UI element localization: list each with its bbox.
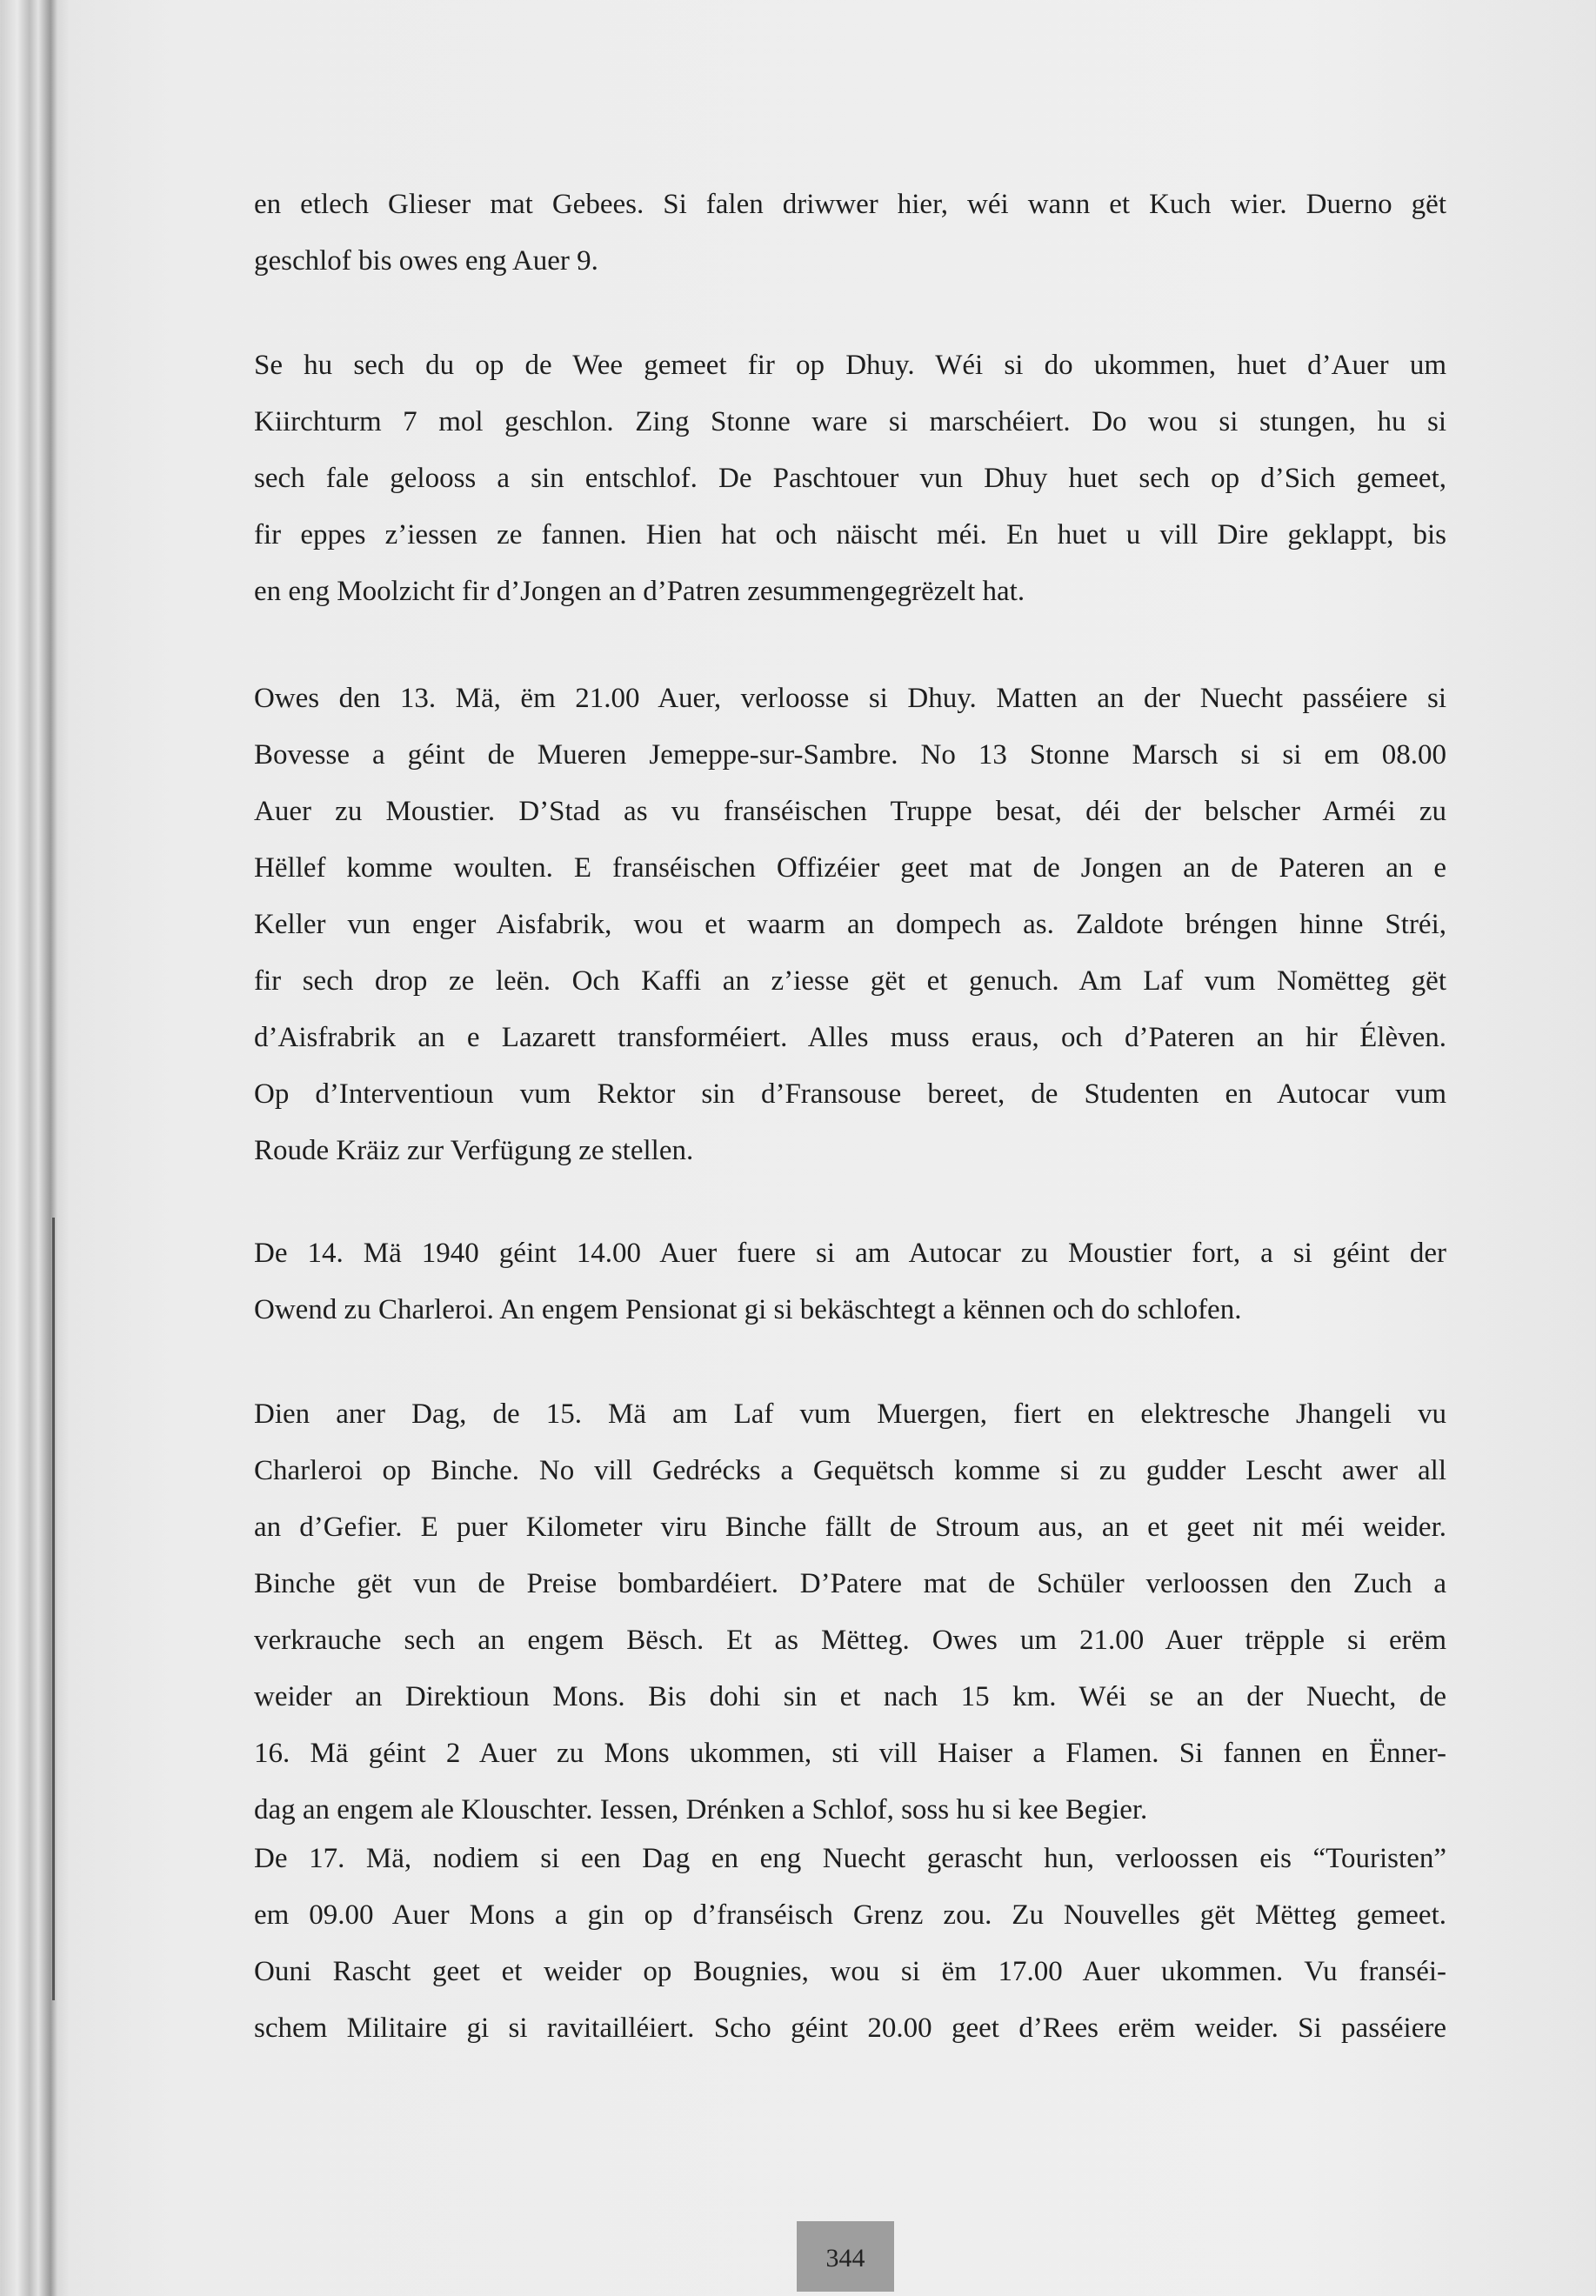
text-line: Kiirchturm 7 mol geschlon. Zing Stonne ware si marschéiert. Do wou si stungen, hu si xyxy=(254,406,1446,437)
page-number: 344 xyxy=(797,2221,894,2292)
text-line: Ouni Rascht geet et weider op Bougnies, wou si ëm 17.00 Auer ukommen. Vu franséi- xyxy=(254,1956,1446,1987)
text-line: Hëllef komme woulten. E franséischen Offizéier geet mat de Jongen an de Pateren an e xyxy=(254,852,1446,884)
text-line: fir eppes z’iessen ze fannen. Hien hat och näischt méi. En huet u vill Dire geklappt, bis xyxy=(254,519,1446,551)
text-line: Bovesse a géint de Mueren Jemeppe-sur-Sambre. No 13 Stonne Marsch si si em 08.00 xyxy=(254,739,1446,771)
text-line: Owes den 13. Mä, ëm 21.00 Auer, verloosse si Dhuy. Matten an der Nuecht passéiere si xyxy=(254,683,1446,714)
text-line: Roude Kräiz zur Verfügung ze stellen. xyxy=(254,1135,694,1166)
text-line: Dien aner Dag, de 15. Mä am Laf vum Muergen, fiert en elektresche Jhangeli vu xyxy=(254,1398,1446,1430)
text-line: weider an Direktioun Mons. Bis dohi sin et nach 15 km. Wéi se an der Nuecht, de xyxy=(254,1681,1446,1712)
text-line: d’Aisfrabrik an e Lazarett transforméiert. Alles muss eraus, och d’Pateren an hir Élèven. xyxy=(254,1022,1446,1053)
text-line: Se hu sech du op de Wee gemeet fir op Dhuy. Wéi si do ukommen, huet d’Auer um xyxy=(254,350,1446,381)
text-line: De 17. Mä, nodiem si een Dag en eng Nuecht gerascht hun, verloossen eis “Touristen” xyxy=(254,1843,1446,1874)
text-line: Keller vun enger Aisfabrik, wou et waarm an dompech as. Zaldote bréngen hinne Stréi, xyxy=(254,909,1446,940)
text-line: verkrauche sech an engem Bësch. Et as Mëtteg. Owes um 21.00 Auer trëpple si erëm xyxy=(254,1625,1446,1656)
text-line: geschlof bis owes eng Auer 9. xyxy=(254,245,598,277)
text-line: Op d’Interventioun vum Rektor sin d’Fransouse bereet, de Studenten en Autocar vum xyxy=(254,1078,1446,1110)
text-line: Auer zu Moustier. D’Stad as vu franséischen Truppe besat, déi der belscher Arméi zu xyxy=(254,796,1446,827)
text-line: schem Militaire gi si ravitailléiert. Scho géint 20.00 geet d’Rees erëm weider. Si passéiere xyxy=(254,2012,1446,2044)
text-line: en etlech Glieser mat Gebees. Si falen driwwer hier, wéi wann et Kuch wier. Duerno gët xyxy=(254,189,1446,220)
text-line: em 09.00 Auer Mons a gin op d’franséisch Grenz zou. Zu Nouvelles gët Mëtteg gemeet. xyxy=(254,1899,1446,1931)
text-line: Binche gët vun de Preise bombardéiert. D’Patere mat de Schüler verloossen den Zuch a xyxy=(254,1568,1446,1599)
book-spine-shadow xyxy=(52,1218,55,2000)
text-line: De 14. Mä 1940 géint 14.00 Auer fuere si am Autocar zu Moustier fort, a si géint der xyxy=(254,1238,1446,1269)
text-line: Owend zu Charleroi. An engem Pensionat gi si bekäschtegt a kënnen och do schlofen. xyxy=(254,1294,1242,1325)
text-line: sech fale gelooss a sin entschlof. De Paschtouer vun Dhuy huet sech op d’Sich gemeet, xyxy=(254,463,1446,494)
text-line: an d’Gefier. E puer Kilometer viru Binche fällt de Stroum aus, an et geet nit méi weider. xyxy=(254,1512,1446,1543)
text-line: fir sech drop ze leën. Och Kaffi an z’iesse gët et genuch. Am Laf vum Nomëtteg gët xyxy=(254,965,1446,997)
text-line: 16. Mä géint 2 Auer zu Mons ukommen, sti vill Haiser a Flamen. Si fannen en Ënner- xyxy=(254,1738,1446,1769)
text-line: dag an engem ale Klouschter. Iessen, Drénken a Schlof, soss hu si kee Begier. xyxy=(254,1794,1148,1825)
text-line: en eng Moolzicht fir d’Jongen an d’Patren zesummengegrëzelt hat. xyxy=(254,576,1025,607)
text-line: Charleroi op Binche. No vill Gedrécks a Gequëtsch komme si zu gudder Lescht awer all xyxy=(254,1455,1446,1486)
